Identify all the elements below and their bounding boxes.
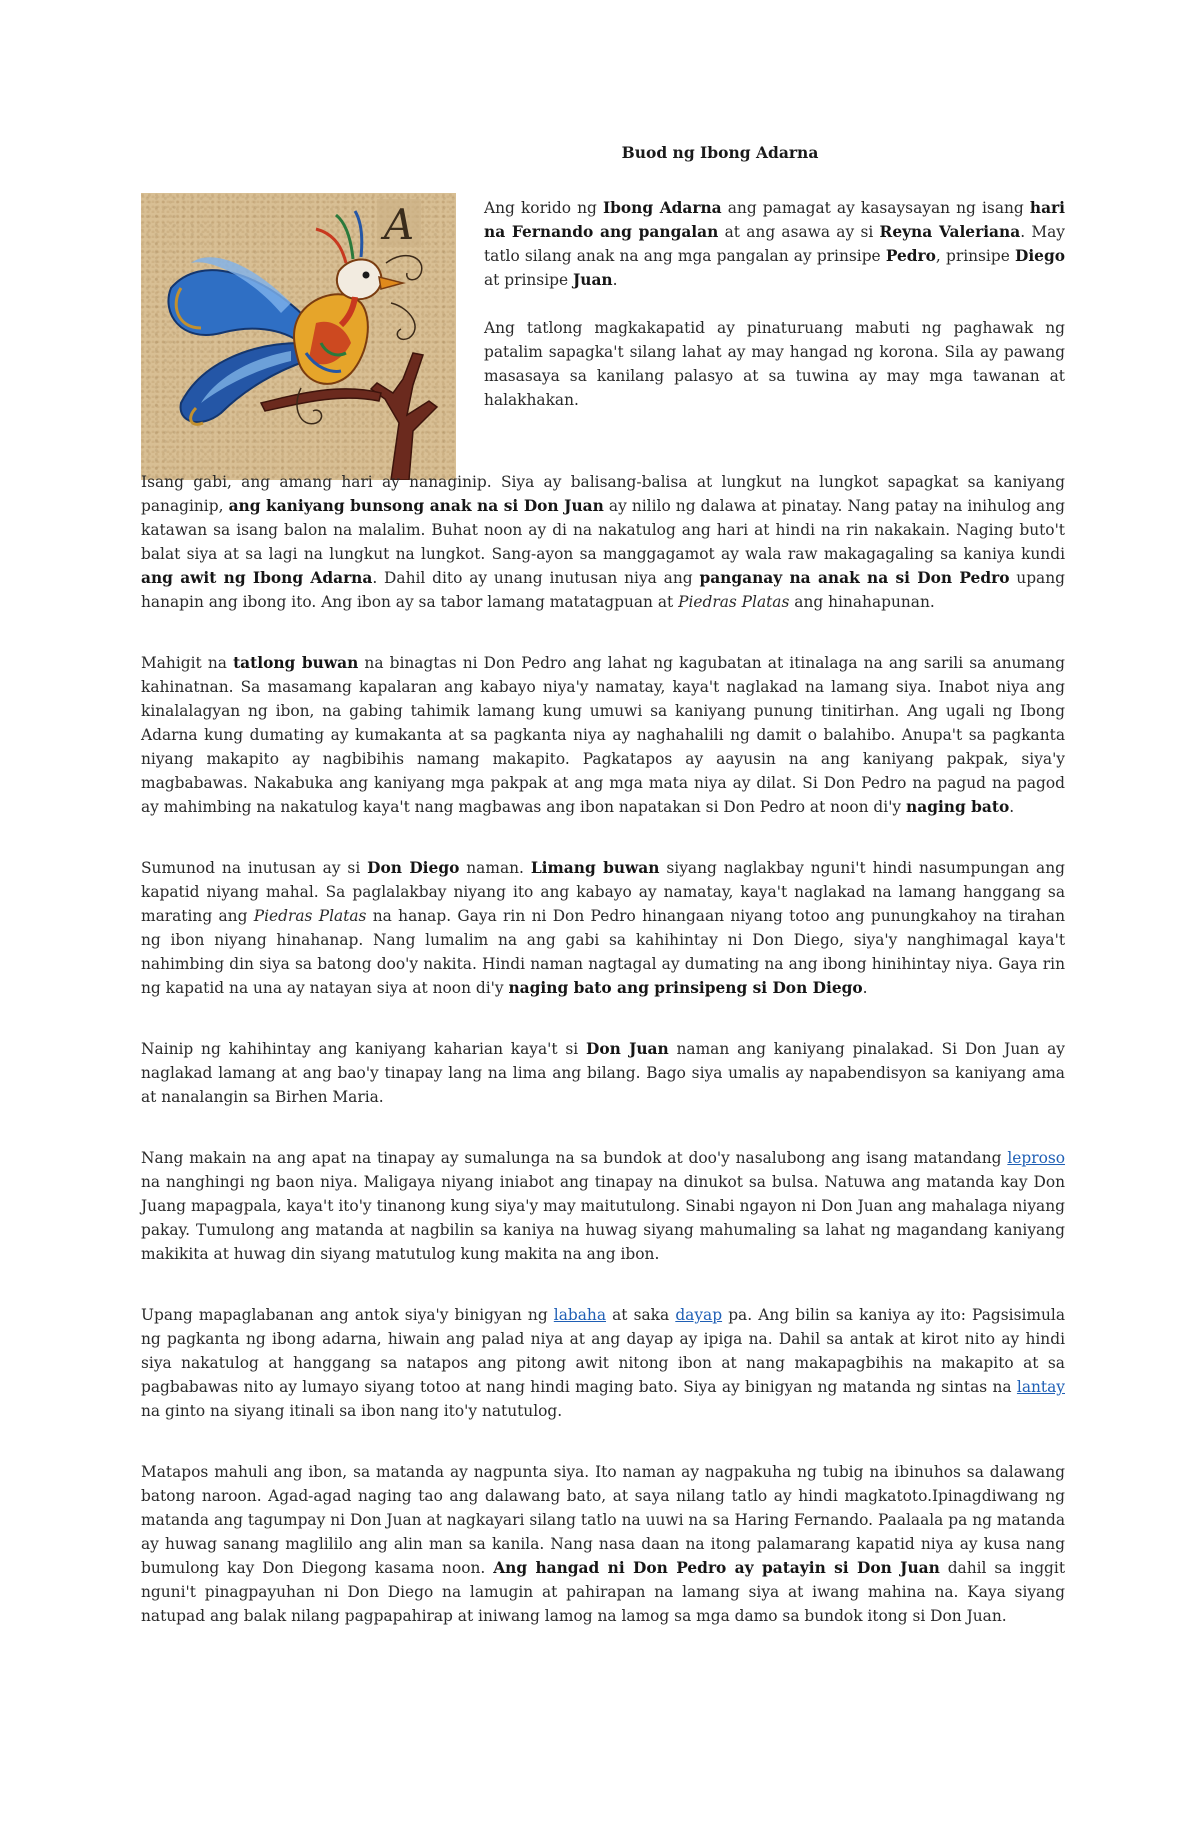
paragraph-5 <box>141 856 1065 1000</box>
text-run: upang hanapin ang ibong ito. Ang ibon ay sa tabor lamang matatagpuan at <box>141 569 1065 611</box>
text-run: . <box>862 979 868 997</box>
text-run: at saka <box>606 1306 676 1324</box>
bold-text: Don Juan <box>586 1040 669 1058</box>
text-run: , prinsipe <box>935 247 1015 265</box>
bold-text: panganay na anak na si Don Pedro <box>699 569 1010 587</box>
intro-column <box>484 196 1065 412</box>
italic-text: Piedras Platas <box>253 907 367 925</box>
text-run: ay nililo ng dalawa at pinatay. Nang patay na inihulog ang katawan sa isang balon na malalim. Buhat noon ay di na nakatulog ang hari at hindi na rin nakakain. Naging buto't balat siya at sa lagi na lungkut na lungkot. Sang-ayon sa manggagamot ay wala raw makagagaling sa kaniya kundi <box>141 497 1065 563</box>
bold-text: naging bato ang prinsipeng si Don Diego <box>508 979 863 997</box>
link-labaha[interactable]: labaha <box>553 1306 607 1324</box>
bold-text: Don Diego <box>367 859 460 877</box>
text-run: na binagtas ni Don Pedro ang lahat ng kagubatan at itinalaga na ang sarili sa anumang kahinatnan. Sa masamang kapalaran ang kabayo niya'y namatay, kaya't naglakad na lamang siya. Inabot niya ang kinalalagyan ng ibon, na gabing tahimik lamang kung umuwi sa kaniyang punung tinitirhan. Ang ugali ng Ibong Adarna kung dumating ay kumakanta at sa pagkanta niya ay naghahalili ng damit o balahibo. Anupa't sa pagkanta niyang makapito ay nagbibihis namang makapito. Pagkatapos ay aayusin na ang kaniyang pakpak, siya'y magbabawas. Nakabuka ang kaniyang mga pakpak at ang mga mata niya ay dilat. Si Don Pedro na pagud na pagod ay mahimbing na nakatulog kaya't nang magbawas ang ibon napatakan si Don Pedro at noon di'y <box>141 654 1065 816</box>
text-run: pa. Ang bilin sa kaniya ay ito: Pagsisimula ng pagkanta ng ibong adarna, hiwain ang palad niya at ang dayap ay ipiga na. Dahil sa antak at kirot nito ay hindi siya nakatulog at hanggang sa natapos ang pitong awit nitong ibon at nang makapagbihis na makapito at sa pagbabawas nito ay lumayo siyang totoo at nang hindi maging bato. Siya ay binigyan ng matanda ng sintas na <box>141 1306 1065 1396</box>
bold-text: Pedro <box>885 247 936 265</box>
decorative-letter: A <box>383 200 415 249</box>
bird-body <box>294 294 368 384</box>
bold-text: Limang buwan <box>530 859 660 877</box>
text-run: Mahigit na <box>141 654 234 672</box>
paragraph-7 <box>141 1146 1065 1266</box>
link-dayap[interactable]: dayap <box>675 1306 723 1324</box>
text-run: Matapos mahuli ang ibon, sa matanda ay nagpunta siya. Ito naman ay nagpakuha ng tubig na ibinuhos sa dalawang batong naroon. Agad-agad naging tao ang dalawang bato, at saya nilang tatlo ay hindi magkatoto.Ipinagdiwang ng matanda ang tagumpay ni Don Juan at nagkayari silang tatlo na uuwi na sa Haring Fernando. Paalaala pa ng matanda ay huwag sanang maglililo ang alin man sa kanila. Nang nasa daan na itong palamarang kapatid niya ay kusa nang bumulong kay Don Diegong kasama noon. <box>141 1463 1065 1577</box>
bold-text: Diego <box>1014 247 1065 265</box>
bold-text: naging bato <box>906 798 1010 816</box>
text-run: Isang gabi, ang amang hari ay nanaginip. Siya ay balisang-balisa at lungkut na lungkot sapagkat sa kaniyang panaginip, <box>141 473 1065 515</box>
text-run: Ang korido ng <box>484 199 603 217</box>
paragraph-4 <box>141 651 1065 819</box>
bird-drawing <box>141 193 456 480</box>
text-run: ang hinahapunan. <box>789 593 935 611</box>
text-run: Ang tatlong magkakapatid ay pinaturuang mabuti ng paghawak ng patalim sapagka't silang lahat ay may hangad ng korona. Sila ay pawang masasaya sa kanilang palasyo at sa tuwina ay may mga tawanan at halakhakan. <box>484 319 1065 409</box>
paragraph-8 <box>141 1303 1065 1423</box>
text-run: na ginto na siyang itinali sa ibon nang ito'y natutulog. <box>141 1402 563 1420</box>
bold-text: hari na Fernando ang pangalan <box>484 199 1065 241</box>
bold-text: Ibong Adarna <box>602 199 722 217</box>
bold-text: ang kaniyang bunsong anak na si Don Juan <box>228 497 604 515</box>
paragraph-6 <box>141 1037 1065 1109</box>
text-run: ang pamagat ay kasaysayan ng isang <box>721 199 1030 217</box>
text-run: Upang mapaglabanan ang antok siya'y binigyan ng <box>141 1306 554 1324</box>
ibong-adarna-illustration <box>141 193 456 480</box>
text-run: at prinsipe <box>484 271 573 289</box>
link-leproso[interactable]: leproso <box>1007 1149 1065 1167</box>
bold-text: Juan <box>572 271 613 289</box>
text-run: Nang makain na ang apat na tinapay ay sumalunga na sa bundok at doo'y nasalubong ang isang matandang <box>141 1149 1008 1167</box>
text-run: at ang asawa ay si <box>718 223 880 241</box>
text-run: . <box>612 271 618 289</box>
text-run: na hanap. Gaya rin ni Don Pedro hinangaan niyang totoo ang punungkahoy na tirahan ng ibon niyang hinahanap. Nang lumalim na ang gabi sa kahihintay ni Don Diego, siya'y nanghimagal kaya't nahimbing din siya sa batong doo'y nakita. Hindi naman nagtagal ay dumating na ang ibong hinihintay niya. Gaya rin ng kapatid na una ay natayan siya at noon di'y <box>141 907 1065 997</box>
paragraph-1 <box>484 196 1065 292</box>
link-lantay[interactable]: lantay <box>1016 1378 1065 1396</box>
italic-text: Piedras Platas <box>678 593 790 611</box>
decorative-initial <box>377 199 421 249</box>
bold-text: tatlong buwan <box>233 654 359 672</box>
paragraph-3 <box>141 470 1065 614</box>
paragraph-9 <box>141 1460 1065 1628</box>
paragraph-2 <box>484 316 1065 412</box>
page-title: Buod ng Ibong Adarna <box>621 143 819 162</box>
text-run: naman. <box>459 859 531 877</box>
bold-text: Ang hangad ni Don Pedro ay patayin si Don Juan <box>493 1559 940 1577</box>
text-run: naman ang kaniyang pinalakad. Si Don Juan ay naglakad lamang at ang bao'y tinapay lang na lima ang bilang. Bago siya umalis ay napabendisyon sa kaniyang ama at nanalangin sa Birhen Maria. <box>141 1040 1065 1106</box>
text-run: siyang naglakbay nguni't hindi nasumpungan ang kapatid niyang mahal. Sa paglalakbay niyang ito ang kabayo ay namatay, kaya't naglakad na lamang hanggang sa marating ang <box>141 859 1065 925</box>
text-run: na nanghingi ng baon niya. Maligaya niyang iniabot ang tinapay na dinukot sa bulsa. Natuwa ang matanda kay Don Juang mapagpala, kaya't ito'y tinanong kung siya'y may maitutulong. Sinabi ngayon ni Don Juan ang mahalaga niyang pakay. Tumulong ang matanda at nagbilin sa kaniya na huwag siyang mahumaling sa lahat ng magandang kaniyang makikita at huwag din siyang matutulog kung makita na ang ibon. <box>141 1173 1065 1263</box>
main-column <box>141 470 1065 1628</box>
bold-text: Reyna Valeriana <box>879 223 1021 241</box>
text-run: Nainip ng kahihintay ang kaniyang kaharian kaya't si <box>141 1040 586 1058</box>
text-run: Sumunod na inutusan ay si <box>141 859 368 877</box>
bold-text: ang awit ng Ibong Adarna <box>141 569 373 587</box>
text-run: . <box>1009 798 1015 816</box>
text-run: . May tatlo silang anak na ang mga pangalan ay prinsipe <box>484 223 1065 265</box>
text-run: . Dahil dito ay unang inutusan niya ang <box>372 569 700 587</box>
text-run: dahil sa inggit nguni't pinagpayuhan ni Don Diego na lamugin at pahirapan na lamang siya at iwang mahina na. Kaya siyang natupad ang balak nilang pagpapahirap at iniwang lamog na lamog sa mga damo sa bundok itong si Don Juan. <box>141 1559 1065 1625</box>
